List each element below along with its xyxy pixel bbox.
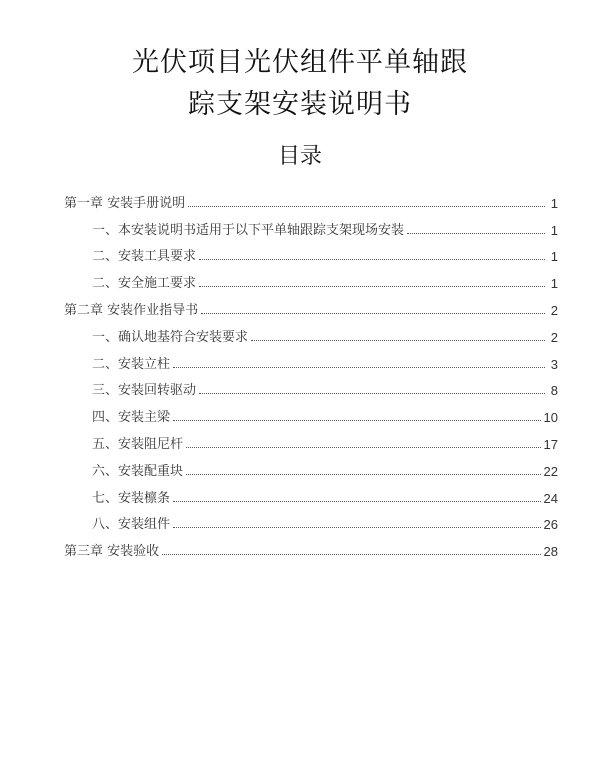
toc-entry-2-7[interactable]	[64, 479, 558, 506]
toc-dot-leader	[173, 367, 545, 368]
toc-entry-page: 8	[550, 383, 558, 399]
document-title-line-2: 踪支架安装说明书	[188, 89, 412, 120]
toc-entry-page: 1	[550, 276, 558, 292]
toc-dot-leader	[173, 527, 541, 528]
toc-entry-page: 1	[550, 195, 558, 211]
toc-entry-label: 七、安装檩条	[92, 490, 171, 506]
toc-entry-label: 二、安装工具要求	[92, 249, 197, 265]
toc-entry-page: 2	[550, 329, 558, 345]
toc-entry-page: 1	[550, 222, 558, 238]
toc-entry-label: 二、安全施工要求	[92, 276, 197, 292]
toc-entry-page: 26	[543, 517, 558, 533]
toc-entry-page: 22	[543, 463, 558, 479]
toc-entry-label: 第二章 安装作业指导书	[64, 302, 199, 318]
toc-entry-chapter-1[interactable]	[64, 184, 558, 211]
toc-entry-2-6[interactable]	[64, 452, 558, 479]
toc-entry-page: 28	[543, 544, 558, 560]
toc-entry-page: 3	[550, 356, 558, 372]
toc-dot-leader	[186, 447, 541, 448]
toc-entry-label: 第一章 安装手册说明	[64, 195, 186, 211]
toc-dot-leader	[162, 554, 540, 555]
toc-entry-label: 一、本安装说明书适用于以下平单轴跟踪支架现场安装	[92, 222, 405, 238]
toc-entry-2-3[interactable]	[64, 372, 558, 399]
toc-dot-leader	[173, 420, 541, 421]
document-title	[0, 42, 600, 126]
toc-entry-2-5[interactable]	[64, 425, 558, 452]
toc-dot-leader	[173, 501, 541, 502]
toc-entry-page: 17	[543, 436, 558, 452]
toc-dot-leader	[199, 393, 545, 394]
toc-dot-leader	[186, 474, 541, 475]
toc-entry-label: 一、确认地基符合安装要求	[92, 329, 249, 345]
toc-entry-chapter-3[interactable]	[64, 532, 558, 559]
toc-entry-label: 二、安装立柱	[92, 356, 171, 372]
toc-entry-label: 八、安装组件	[92, 517, 171, 533]
toc-entry-2-1[interactable]	[64, 318, 558, 345]
toc-entry-page: 2	[550, 302, 558, 318]
toc-entry-label: 第三章 安装验收	[64, 544, 160, 560]
toc-entry-page: 24	[543, 490, 558, 506]
toc-entry-1-2[interactable]	[64, 238, 558, 265]
toc-entry-page: 10	[543, 410, 558, 426]
toc-entry-label: 四、安装主梁	[92, 410, 171, 426]
toc-dot-leader	[199, 259, 545, 260]
toc-entry-page: 1	[550, 249, 558, 265]
toc-entry-chapter-2[interactable]	[64, 291, 558, 318]
toc-dot-leader	[251, 340, 545, 341]
toc-entry-1-1[interactable]	[64, 211, 558, 238]
toc-dot-leader	[188, 206, 545, 207]
toc-entry-label: 五、安装阻尼杆	[92, 436, 184, 452]
toc-entry-2-2[interactable]	[64, 345, 558, 372]
toc-entry-2-8[interactable]	[64, 506, 558, 533]
toc-dot-leader	[201, 313, 545, 314]
document-title-line-1: 光伏项目光伏组件平单轴跟	[132, 47, 468, 78]
toc-entry-1-3[interactable]	[64, 264, 558, 291]
toc-entry-label: 六、安装配重块	[92, 463, 184, 479]
toc-entry-label: 三、安装回转驱动	[92, 383, 197, 399]
toc-dot-leader	[407, 233, 545, 234]
toc-dot-leader	[199, 286, 545, 287]
toc-entry-2-4[interactable]	[64, 398, 558, 425]
table-of-contents	[64, 184, 558, 559]
toc-heading: 目录	[277, 144, 322, 169]
